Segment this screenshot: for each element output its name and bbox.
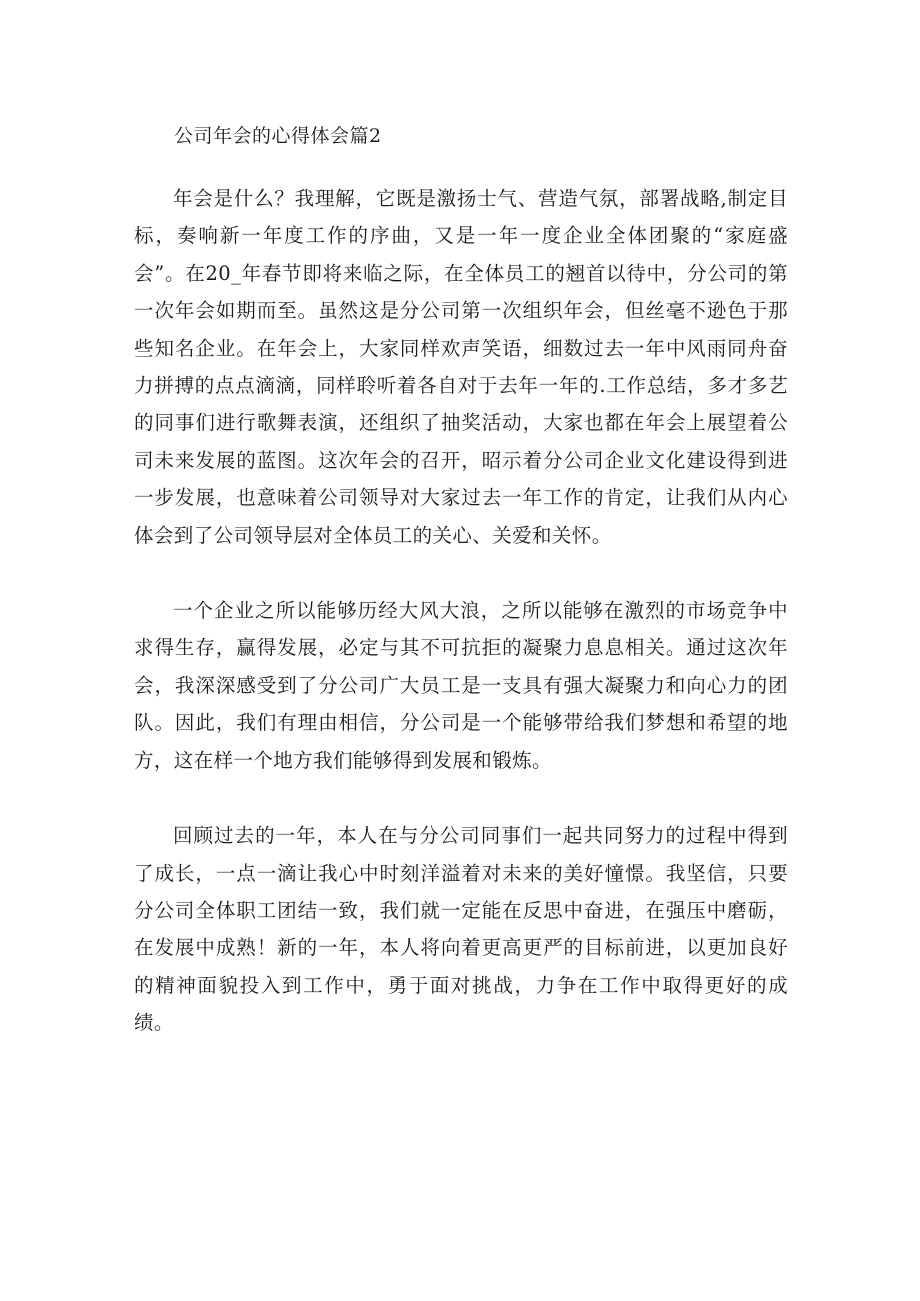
paragraph-3: 回顾过去的一年，本人在与分公司同事们一起共同努力的过程中得到了成长，一点一滴让我心中时刻洋溢着对未来的美好憧憬。我坚信，只要分公司全体职工团结一致，我们就一定能在反思中奋进，在强压中磨砺，在发展中成熟！新的一年，本人将向着更高更严的目标前进，以更加良好的精神面貌投入到工作中，勇于面对挑战，力争在工作中取得更好的成绩。	[134, 824, 788, 1035]
document-title: 公司年会的心得体会篇2	[174, 125, 382, 147]
paragraph-2: 一个企业之所以能够历经大风大浪，之所以能够在激烈的市场竞争中求得生存，赢得发展，必定与其不可抗拒的凝聚力息息相关。通过这次年会，我深深感受到了分公司广大员工是一支具有强大凝聚力和向心力的团队。因此，我们有理由相信，分公司是一个能够带给我们梦想和希望的地方，这在样一个地方我们能够得到发展和锻炼。	[134, 599, 788, 772]
paragraph-1: 年会是什么？我理解，它既是激扬士气、营造气氛，部署战略,制定目标，奏响新一年度工作的序曲，又是一年一度企业全体团聚的“家庭盛会”。在20_年春节即将来临之际，在全体员工的翘首以待中，分公司的第一次年会如期而至。虽然这是分公司第一次组织年会，但丝毫不逊色于那些知名企业。在年会上，大家同样欢声笑语，细数过去一年中风雨同舟奋力拼搏的点点滴滴，同样聆听着各自对于去年一年的.工作总结，多才多艺的同事们进行歌舞表演，还组织了抽奖活动，大家也都在年会上展望着公司未来发展的蓝图。这次年会的召开，昭示着分公司企业文化建设得到进一步发展，也意味着公司领导对大家过去一年工作的肯定，让我们从内心体会到了公司领导层对全体员工的关心、关爱和关怀。	[134, 187, 788, 547]
